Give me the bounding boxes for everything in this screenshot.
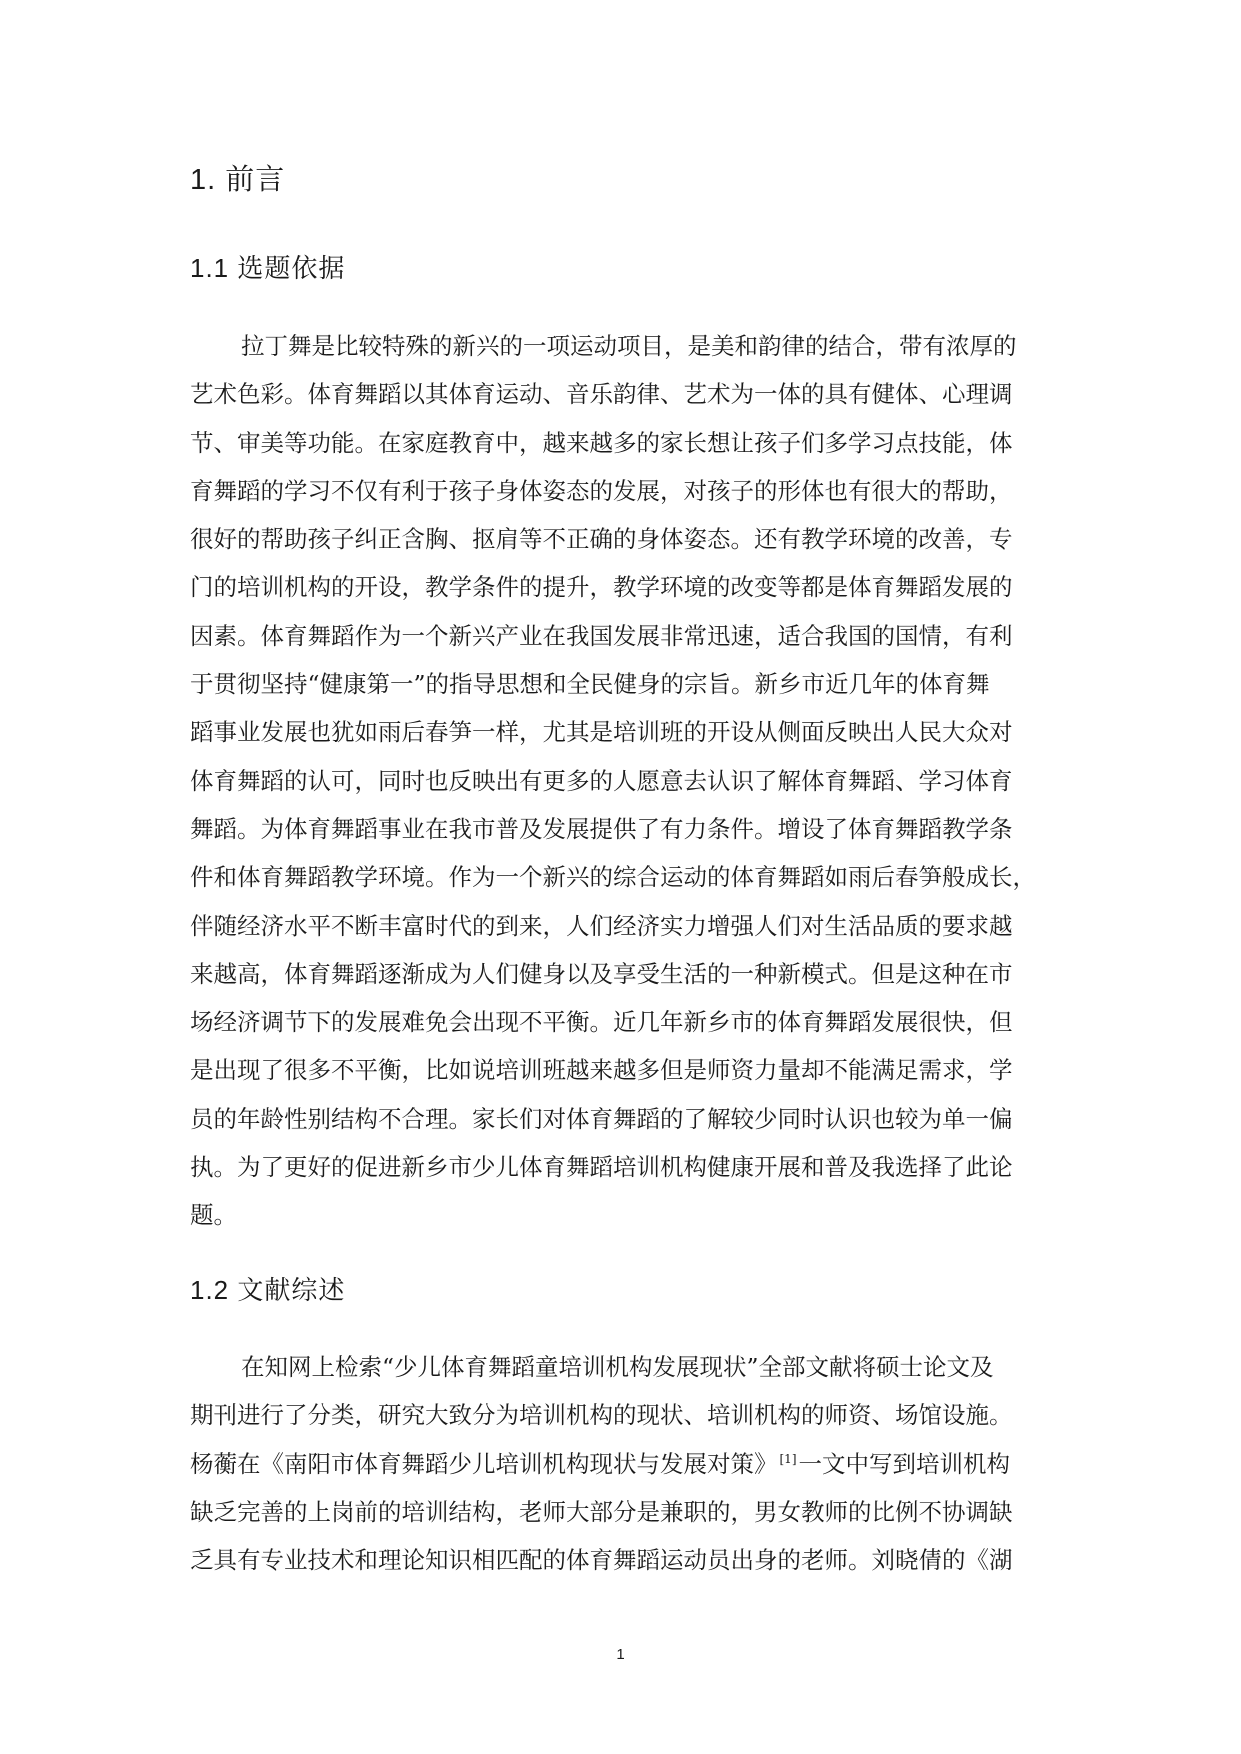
text-line: 场经济调节下的发展难免会出现不平衡。近几年新乡市的体育舞蹈发展很快，但 (190, 1008, 1013, 1037)
text-line: 乏具有专业技术和理论知识相匹配的体育舞蹈运动员出身的老师。刘晓倩的《湖 (190, 1546, 1013, 1575)
text-line: 很好的帮助孩子纠正含胸、抠肩等不正确的身体姿态。还有教学环境的改善，专 (190, 525, 1013, 554)
text-segment: 杨蘅在《南阳市体育舞蹈少儿培训机构现状与发展对策》 (190, 1449, 778, 1478)
chapter-heading: 1. 前言 (190, 164, 286, 196)
text-line: 体育舞蹈的认可，同时也反映出有更多的人愿意去认识了解体育舞蹈、学习体育 (190, 766, 1013, 795)
text-line: 节、审美等功能。在家庭教育中，越来越多的家长想让孩子们多学习点技能，体 (190, 428, 1013, 457)
page-number: 1 (616, 1646, 625, 1663)
text-line: 件和体育舞蹈教学环境。作为一个新兴的综合运动的体育舞蹈如雨后春笋般成长， (190, 863, 1036, 892)
text-line: 执。为了更好的促进新乡市少儿体育舞蹈培训机构健康开展和普及我选择了此论 (190, 1153, 1013, 1182)
text-line: 育舞蹈的学习不仅有利于孩子身体姿态的发展，对孩子的形体也有很大的帮助， (190, 476, 1013, 505)
text-line: 题。 (190, 1201, 237, 1230)
text-line: 艺术色彩。体育舞蹈以其体育运动、音乐韵律、艺术为一体的具有健体、心理调 (190, 380, 1013, 409)
text-line: 期刊进行了分类，研究大致分为培训机构的现状、培训机构的师资、场馆设施。 (190, 1401, 1013, 1430)
text-line: 在知网上检索“少儿体育舞蹈童培训机构发展现状”全部文献将硕士论文及 (241, 1353, 994, 1381)
paragraph-literature-review (190, 1343, 1060, 1584)
text-segment: 一文中写到培训机构 (798, 1449, 1010, 1478)
text-line: 缺乏完善的上岗前的培训结构，老师大部分是兼职的，男女教师的比例不协调缺 (190, 1497, 1013, 1526)
section-heading-1-2: 1.2 文献综述 (190, 1275, 346, 1305)
text-line: 于贯彻坚持“健康第一”的指导思想和全民健身的宗旨。新乡市近几年的体育舞 (190, 670, 990, 699)
text-line: 拉丁舞是比较特殊的新兴的一项运动项目，是美和韵律的结合，带有浓厚的 (241, 332, 1017, 360)
paragraph-selection-basis (190, 322, 1060, 1240)
text-line: 因素。体育舞蹈作为一个新兴产业在我国发展非常迅速，适合我国的国情，有利 (190, 621, 1013, 650)
text-line: 员的年龄性别结构不合理。家长们对体育舞蹈的了解较少同时认识也较为单一偏 (190, 1104, 1013, 1133)
citation-reference: [1] (779, 1451, 797, 1466)
text-line: 是出现了很多不平衡，比如说培训班越来越多但是师资力量却不能满足需求，学 (190, 1056, 1013, 1085)
section-heading-1-1: 1.1 选题依据 (190, 253, 346, 283)
text-line: 蹈事业发展也犹如雨后春笋一样，尤其是培训班的开设从侧面反映出人民大众对 (190, 718, 1013, 747)
text-line-with-citation (190, 1440, 1060, 1488)
text-line: 舞蹈。为体育舞蹈事业在我市普及发展提供了有力条件。增设了体育舞蹈教学条 (190, 814, 1013, 843)
text-line: 伴随经济水平不断丰富时代的到来，人们经济实力增强人们对生活品质的要求越 (190, 911, 1013, 940)
text-line: 门的培训机构的开设，教学条件的提升，教学环境的改变等都是体育舞蹈发展的 (190, 573, 1013, 602)
text-line: 来越高，体育舞蹈逐渐成为人们健身以及享受生活的一种新模式。但是这种在市 (190, 959, 1013, 988)
